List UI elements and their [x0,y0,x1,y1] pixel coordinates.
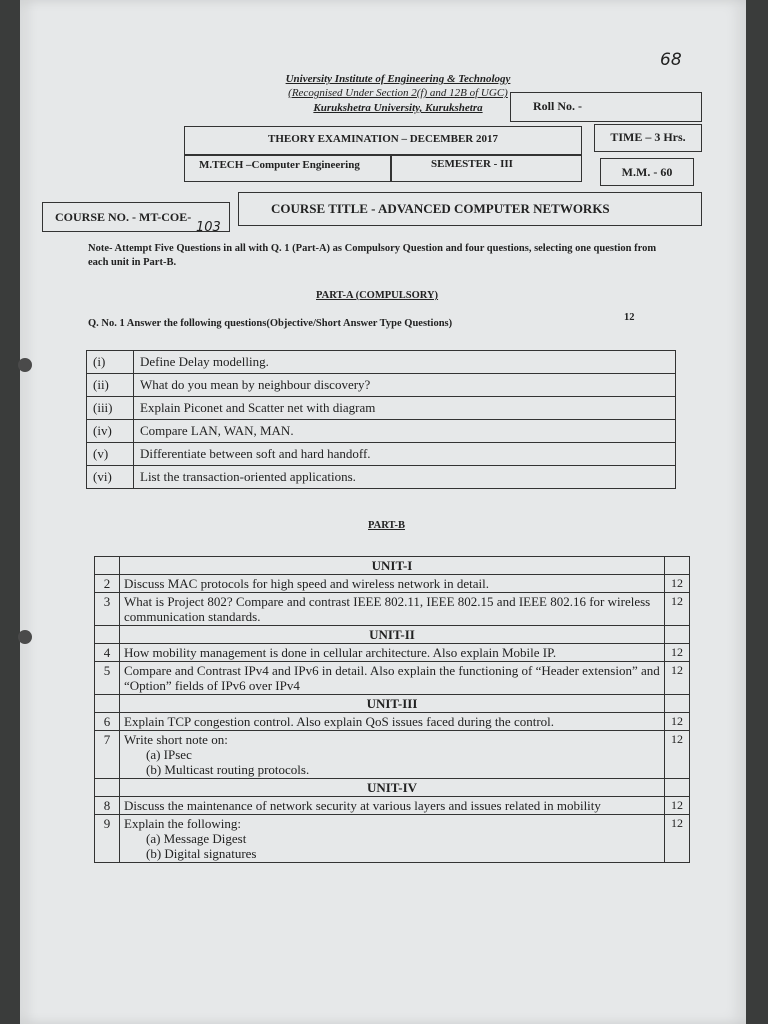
part-a-marks: 12 [624,312,635,323]
unit-title: UNIT-IV [120,779,665,797]
punch-hole-top [18,358,32,372]
question-row [95,644,690,662]
max-marks: M.M. - 60 [621,165,673,179]
question-marks: 12 [665,575,690,593]
question-marks: 12 [665,815,690,863]
question-number: (i) [87,351,134,374]
question-marks: 12 [665,713,690,731]
unit-title: UNIT-I [120,557,665,575]
question-number: (v) [87,443,134,466]
part-a-row [87,397,676,420]
exam-title: THEORY EXAMINATION – DECEMBER 2017 [267,133,499,145]
question-marks: 12 [665,644,690,662]
unit-header-row [95,626,690,644]
part-a-table [86,350,676,489]
course-no-label: COURSE NO. - MT-COE- [55,210,192,224]
institute-name: University Institute of Engineering & Technology [285,73,511,85]
roll-no-label: Roll No. - [533,99,582,113]
program-box [184,154,392,182]
unit-title: UNIT-II [120,626,665,644]
part-b-table [94,556,690,863]
question-cell [120,575,665,593]
university-name: Kurukshetra University, Kurukshetra [313,102,483,114]
question-marks: 12 [665,593,690,626]
question-number: 7 [95,731,120,779]
question-number: 3 [95,593,120,626]
question-text: How mobility management is done in cellular architecture. Also explain Mobile IP. [124,645,557,660]
instructions-note: Note- Attempt Five Questions in all with Q. 1 (Part-A) as Compulsory Question and four questions, selecting one question from each unit in Part-B. [88,243,657,268]
question-text: Explain TCP congestion control. Also explain QoS issues faced during the control. [124,714,555,729]
part-a-row [87,443,676,466]
question-row [95,713,690,731]
question-number: (ii) [87,374,134,397]
question-text: Compare and Contrast IPv4 and IPv6 in detail. Also explain the functioning of “Header extension” and “Option” fields of IPv6 over IPv4 [124,663,660,693]
punch-hole-bottom [18,630,32,644]
roll-no-box [510,92,702,122]
question-number: 2 [95,575,120,593]
course-title-box [238,192,702,226]
course-title: COURSE TITLE - ADVANCED COMPUTER NETWORKS [271,201,610,216]
question-number: (vi) [87,466,134,489]
part-a-title: PART-A (COMPULSORY) [316,290,439,301]
question-text: Differentiate between soft and hard handoff. [134,443,676,466]
sub-question: (b) Multicast routing protocols. [146,762,310,777]
question-text: Explain Piconet and Scatter net with diagram [134,397,676,420]
sub-question: (a) IPsec [146,747,192,762]
question-cell [120,713,665,731]
question-cell [120,731,665,779]
unit-header-row [95,779,690,797]
question-marks: 12 [665,662,690,695]
sub-question: (b) Digital signatures [146,846,257,861]
part-b-title: PART-B [368,520,405,531]
unit-title: UNIT-III [120,695,665,713]
part-a-question-intro: Q. No. 1 Answer the following questions(Objective/Short Answer Type Questions) [88,318,453,329]
question-number: 5 [95,662,120,695]
exam-paper [20,0,746,1024]
recognition-line: (Recognised Under Section 2(f) and 12B of UGC) [288,87,508,99]
question-cell [120,593,665,626]
max-marks-box [600,158,694,186]
question-cell [120,644,665,662]
time-box [594,124,702,152]
unit-header-row [95,695,690,713]
question-number: 6 [95,713,120,731]
question-text: Discuss MAC protocols for high speed and wireless network in detail. [124,576,490,591]
question-cell [120,797,665,815]
part-a-row [87,374,676,397]
question-text: Compare LAN, WAN, MAN. [134,420,676,443]
question-text: Write short note on: [124,732,228,747]
sub-question: (a) Message Digest [146,831,247,846]
time: TIME – 3 Hrs. [610,130,686,144]
question-text: Define Delay modelling. [134,351,676,374]
question-row [95,731,690,779]
question-row [95,815,690,863]
question-marks: 12 [665,731,690,779]
semester-box [390,154,582,182]
exam-title-box [184,126,582,156]
question-number: 8 [95,797,120,815]
question-number: (iv) [87,420,134,443]
question-row [95,797,690,815]
question-text: List the transaction-oriented applications. [134,466,676,489]
question-row [95,662,690,695]
question-number: (iii) [87,397,134,420]
question-number: 9 [95,815,120,863]
question-row [95,593,690,626]
question-cell [120,815,665,863]
question-text: Explain the following: [124,816,241,831]
question-marks: 12 [665,797,690,815]
question-text: Discuss the maintenance of network security at various layers and issues related in mobility [124,798,601,813]
unit-header-row [95,557,690,575]
question-row [95,575,690,593]
semester: SEMESTER - III [431,158,513,170]
question-text: What do you mean by neighbour discovery? [134,374,676,397]
question-cell [120,662,665,695]
question-text: What is Project 802? Compare and contrast IEEE 802.11, IEEE 802.15 and IEEE 802.16 for wireless communication standards. [124,594,651,624]
part-a-row [87,351,676,374]
course-no-handwritten: 103 [196,220,221,235]
part-a-row [87,466,676,489]
program: M.TECH –Computer Engineering [199,159,360,171]
handwritten-mark: 68 [660,50,682,70]
part-a-row [87,420,676,443]
question-number: 4 [95,644,120,662]
